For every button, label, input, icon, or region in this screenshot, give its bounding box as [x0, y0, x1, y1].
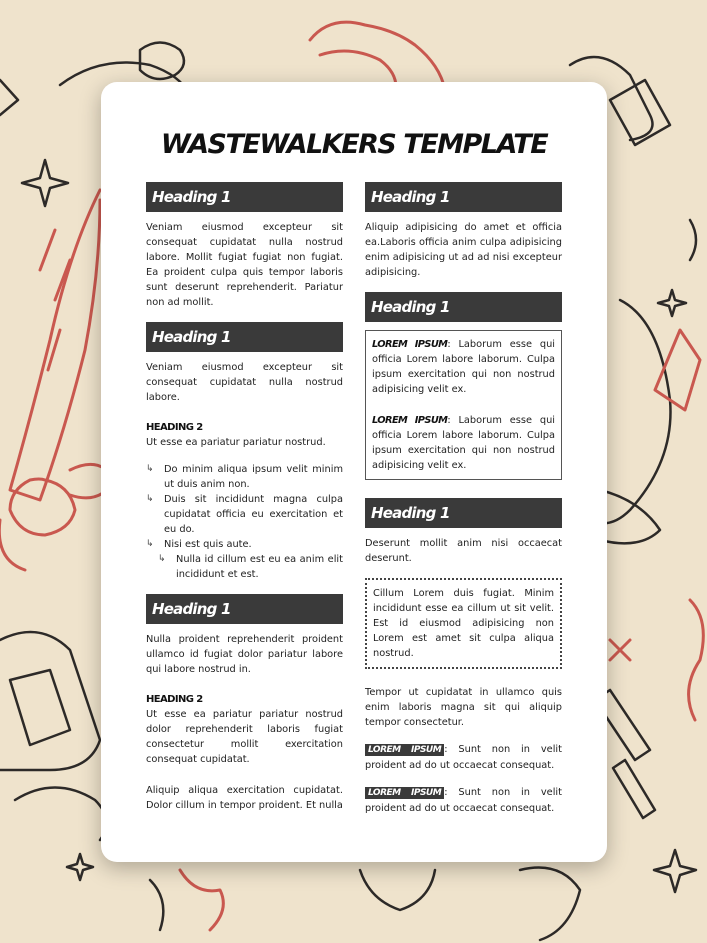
right-column	[365, 182, 562, 816]
sub-list-item: ↳ Nulla id cillum est eu ea anim elit incididunt et est.	[158, 554, 343, 580]
heading-1: Heading 1	[146, 182, 343, 212]
lorem-ipsum-label: LOREM IPSUM	[372, 339, 448, 350]
arrow-bullet-icon: ↳	[146, 494, 154, 504]
dotted-box	[365, 578, 562, 669]
lorem-ipsum-label: LOREM IPSUM	[372, 415, 448, 426]
paragraph: Nulla proident reprehenderit proident ullamco id fugiat dolor pariatur labore qui labore nostrud in.	[146, 634, 343, 675]
paragraph: Deserunt mollit anim nisi occaecat deserunt.	[365, 538, 562, 564]
bullet-list	[146, 462, 343, 582]
paragraph: Ut esse ea pariatur pariatur nostrud.	[146, 437, 326, 448]
list-item: ↳ Nisi est quis aute.	[146, 539, 252, 550]
box-paragraph: LOREM IPSUM: Laborum esse qui officia Lorem labore laborum. Culpa ipsum exercitation qui non nostrud adipisicing velit ex.	[372, 415, 555, 471]
list-item: ↳ Do minim aliqua ipsum velit minim ut duis anim non.	[146, 464, 343, 490]
paragraph: Ut esse ea pariatur pariatur nostrud dolor reprehenderit laboris fugiat consectetur mollit exercitation consequat cupidatat.	[146, 709, 343, 765]
paragraph: Tempor ut cupidatat in ullamco quis enim laboris magna sit qui aliquip tempor consectetur.	[365, 687, 562, 728]
heading-2: HEADING 2	[146, 422, 203, 433]
heading-2: HEADING 2	[146, 694, 203, 705]
list-item: ↳ Duis sit incididunt magna culpa cupidatat officia eu exercitation et eu do.	[146, 494, 343, 535]
bordered-box	[365, 330, 562, 480]
template-page	[101, 82, 607, 862]
arrow-bullet-icon: ↳	[158, 554, 166, 564]
sparkle-icon	[22, 160, 68, 206]
sparkle-icon	[654, 850, 696, 892]
paragraph: Veniam eiusmod excepteur sit consequat cupidatat nulla nostrud labore. Mollit fugiat fugiat non fugiat. Ea proident culpa quis tempor laboris sunt deserunt reprehenderit. Pariatur non ad mollit.	[146, 222, 343, 308]
lorem-ipsum-tag: LOREM IPSUM	[365, 744, 444, 756]
paragraph: Veniam eiusmod excepteur sit consequat cupidatat nulla nostrud labore.	[146, 362, 343, 403]
page-title: WASTEWALKERS TEMPLATE	[160, 129, 548, 160]
heading-1: Heading 1	[146, 594, 343, 624]
lorem-ipsum-tag: LOREM IPSUM	[365, 787, 444, 799]
box-paragraph: Cillum Lorem duis fugiat. Minim incididunt esse ea cillum ut sit velit. Est id eiusmod adipisicing non Lorem est amet sit culpa aliqua nostrud.	[373, 588, 554, 659]
heading-1: Heading 1	[365, 292, 562, 322]
paragraph: Aliquip aliqua exercitation cupidatat. Dolor cillum in tempor proident. Et nulla	[146, 785, 343, 811]
tagged-paragraph: LOREM IPSUM : Sunt non in velit proident ad do ut occaecat consequat.	[365, 744, 562, 771]
sparkle-icon	[658, 290, 686, 316]
box-paragraph: LOREM IPSUM: Laborum esse qui officia Lorem labore laborum. Culpa ipsum exercitation qui non nostrud adipisicing velit ex.	[372, 339, 555, 395]
paragraph: Aliquip adipisicing do amet et officia ea.Laboris officia anim culpa adipisicing enim adipisicing ut ad ad nisi excepteur adipisicing.	[365, 222, 562, 278]
heading-1: Heading 1	[146, 322, 343, 352]
left-column	[146, 182, 343, 813]
arrow-bullet-icon: ↳	[146, 464, 154, 474]
tagged-paragraph: LOREM IPSUM : Sunt non in velit proident ad do ut occaecat consequat.	[365, 787, 562, 814]
heading-1: Heading 1	[365, 182, 562, 212]
sparkle-icon	[67, 854, 93, 880]
heading-1: Heading 1	[365, 498, 562, 528]
arrow-bullet-icon: ↳	[146, 539, 154, 549]
